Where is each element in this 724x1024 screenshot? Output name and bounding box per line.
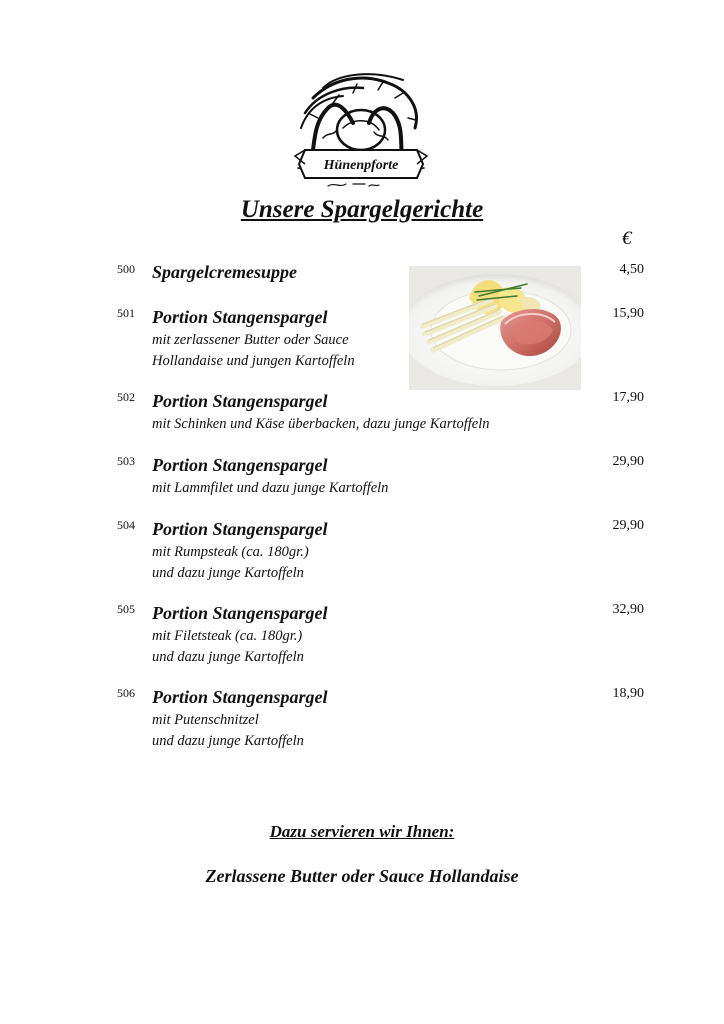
item-number: 500 [117, 262, 135, 276]
item-description [152, 542, 309, 583]
page-title: Unsere Spargelgerichte [240, 196, 484, 223]
description-line-1: mit Rumpsteak (ca. 180gr.) [152, 544, 309, 560]
description-line-2: und dazu junge Kartoffeln [152, 648, 304, 665]
item-price: 17,90 [612, 390, 644, 405]
item-name: Spargelcremesuppe [152, 262, 297, 282]
item-description [152, 330, 355, 371]
item-name: Portion Stangenspargel [152, 687, 328, 707]
description-line-1: mit Lammfilet und dazu junge Kartoffeln [152, 480, 389, 496]
item-description [152, 626, 304, 667]
restaurant-logo [293, 68, 429, 192]
description-line-1: mit Putenschnitzel [152, 712, 259, 728]
item-name: Portion Stangenspargel [152, 391, 328, 411]
description-line-2: Hollandaise und jungen Kartoffeln [152, 352, 355, 369]
item-description [152, 710, 304, 751]
item-name: Portion Stangenspargel [152, 603, 328, 623]
item-name: Portion Stangenspargel [152, 307, 328, 327]
item-price: 18,90 [612, 686, 644, 701]
description-line-1: mit Filetsteak (ca. 180gr.) [152, 628, 303, 644]
serve-text: Zerlassene Butter oder Sauce Hollandaise [205, 866, 519, 886]
asparagus-dish-photo [409, 266, 581, 390]
item-price: 4,50 [619, 262, 644, 277]
item-name: Portion Stangenspargel [152, 519, 328, 539]
description-line-2: und dazu junge Kartoffeln [152, 564, 304, 581]
description-line-1: mit Schinken und Käse überbacken, dazu junge Kartoffeln [152, 416, 490, 432]
item-number: 506 [117, 686, 135, 700]
item-number: 502 [117, 390, 135, 404]
description-line-1: mit zerlassener Butter oder Sauce [152, 332, 349, 348]
description-line-2: und dazu junge Kartoffeln [152, 732, 304, 749]
item-price: 29,90 [612, 518, 644, 533]
item-description [152, 478, 388, 499]
item-price: 15,90 [612, 306, 644, 321]
serve-heading: Dazu servieren wir Ihnen: [269, 822, 455, 841]
logo-banner-text: Hünenpforte [323, 158, 399, 173]
item-number: 504 [117, 518, 135, 532]
item-price: 32,90 [612, 602, 644, 617]
item-number: 501 [117, 306, 135, 320]
item-number: 503 [117, 454, 135, 468]
item-price: 29,90 [612, 454, 644, 469]
item-number: 505 [117, 602, 135, 616]
item-name: Portion Stangenspargel [152, 455, 328, 475]
currency-symbol: € [622, 228, 632, 249]
item-description [152, 414, 489, 435]
